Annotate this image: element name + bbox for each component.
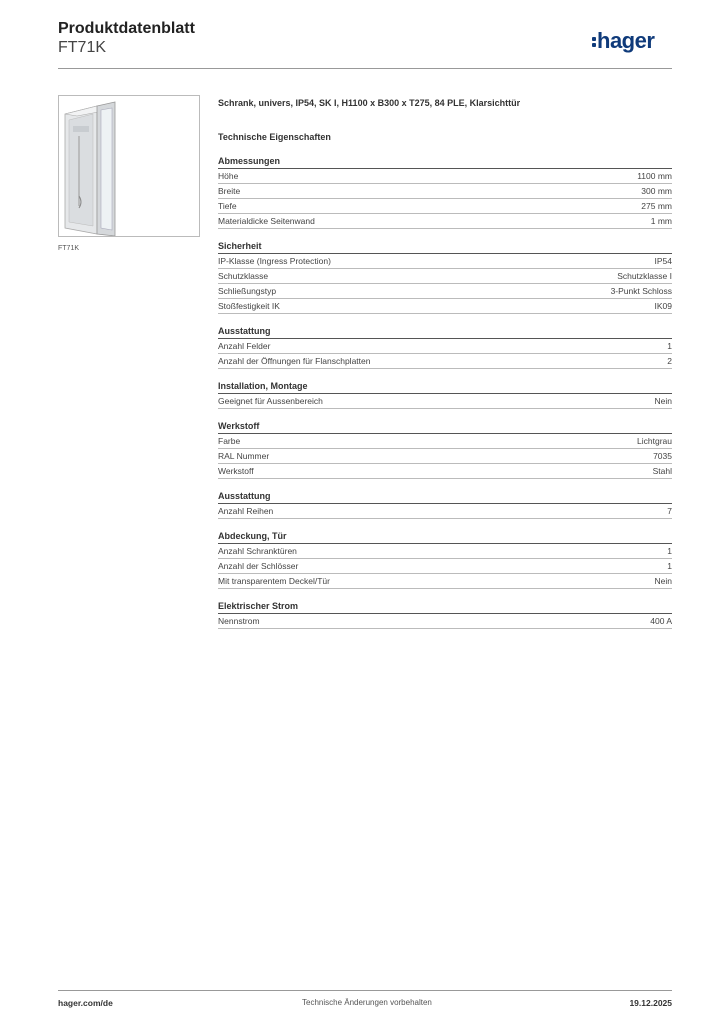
spec-value: Schutzklasse I xyxy=(617,271,672,281)
hager-logo xyxy=(592,28,654,54)
spec-row xyxy=(218,544,672,559)
spec-value: 1100 mm xyxy=(637,171,672,181)
footer-website: hager.com/de xyxy=(58,998,113,1008)
spec-section xyxy=(218,380,672,409)
product-title: Schrank, univers, IP54, SK I, H1100 x B300 x T275, 84 PLE, Klarsichttür xyxy=(218,98,521,108)
spec-row xyxy=(218,214,672,229)
spec-value: 400 A xyxy=(650,616,672,626)
spec-row xyxy=(218,284,672,299)
header-divider xyxy=(58,68,672,69)
logo-text: hager xyxy=(597,28,655,53)
spec-value: 1 xyxy=(667,546,672,556)
spec-label: Stoßfestigkeit IK xyxy=(218,301,280,311)
spec-value: 2 xyxy=(667,356,672,366)
spec-row xyxy=(218,339,672,354)
logo-dots-icon xyxy=(592,35,596,49)
spec-label: Anzahl Schranktüren xyxy=(218,546,297,556)
spec-value: 1 xyxy=(667,561,672,571)
section-heading: Elektrischer Strom xyxy=(218,600,672,614)
document-title: Produktdatenblatt xyxy=(58,20,195,37)
spec-value: 1 mm xyxy=(650,216,672,226)
spec-label: Schließungstyp xyxy=(218,286,277,296)
footer-divider xyxy=(58,990,672,991)
spec-label: Farbe xyxy=(218,436,241,446)
cabinet-illustration xyxy=(59,96,199,236)
spec-label: Werkstoff xyxy=(218,466,254,476)
spec-row xyxy=(218,614,672,629)
section-heading: Abmessungen xyxy=(218,155,672,169)
spec-section xyxy=(218,600,672,629)
spec-section xyxy=(218,490,672,519)
tech-heading: Technische Eigenschaften xyxy=(218,132,331,142)
spec-label: Anzahl der Öffnungen für Flanschplatten xyxy=(218,356,371,366)
spec-row xyxy=(218,559,672,574)
spec-row xyxy=(218,199,672,214)
spec-label: Mit transparentem Deckel/Tür xyxy=(218,576,330,586)
spec-label: Materialdicke Seitenwand xyxy=(218,216,315,226)
spec-value: 7 xyxy=(667,506,672,516)
spec-label: Anzahl Reihen xyxy=(218,506,274,516)
spec-value: Stahl xyxy=(652,466,672,476)
document-subtitle: FT71K xyxy=(58,39,107,56)
image-caption: FT71K xyxy=(58,245,80,252)
spec-panel xyxy=(218,96,672,629)
spec-value: Lichtgrau xyxy=(637,436,672,446)
section-heading: Installation, Montage xyxy=(218,380,672,394)
section-heading: Werkstoff xyxy=(218,420,672,434)
spec-label: Anzahl Felder xyxy=(218,341,271,351)
spec-label: Geeignet für Aussenbereich xyxy=(218,396,323,406)
spec-row xyxy=(218,449,672,464)
section-heading: Abdeckung, Tür xyxy=(218,530,672,544)
spec-value: 7035 xyxy=(653,451,672,461)
spec-value: 3-Punkt Schloss xyxy=(610,286,672,296)
spec-value: 1 xyxy=(667,341,672,351)
product-image xyxy=(58,95,200,237)
spec-label: RAL Nummer xyxy=(218,451,270,461)
spec-label: Tiefe xyxy=(218,201,237,211)
spec-row xyxy=(218,394,672,409)
spec-value: IK09 xyxy=(654,301,672,311)
spec-label: IP-Klasse (Ingress Protection) xyxy=(218,256,331,266)
spec-row xyxy=(218,354,672,369)
spec-row xyxy=(218,269,672,284)
section-heading: Ausstattung xyxy=(218,325,672,339)
spec-label: Nennstrom xyxy=(218,616,260,626)
section-heading: Sicherheit xyxy=(218,240,672,254)
spec-section xyxy=(218,530,672,589)
spec-row xyxy=(218,504,672,519)
spec-row xyxy=(218,254,672,269)
spec-label: Schutzklasse xyxy=(218,271,269,281)
spec-label: Anzahl der Schlösser xyxy=(218,561,299,571)
footer-disclaimer: Technische Änderungen vorbehalten xyxy=(302,998,432,1007)
spec-section xyxy=(218,240,672,314)
spec-row xyxy=(218,464,672,479)
spec-value: 275 mm xyxy=(641,201,672,211)
spec-row xyxy=(218,434,672,449)
spec-row xyxy=(218,169,672,184)
spec-value: 300 mm xyxy=(641,186,672,196)
spec-section xyxy=(218,325,672,369)
spec-row xyxy=(218,184,672,199)
spec-section xyxy=(218,420,672,479)
spec-row xyxy=(218,574,672,589)
footer-date: 19.12.2025 xyxy=(629,998,672,1008)
spec-label: Höhe xyxy=(218,171,239,181)
spec-value: IP54 xyxy=(654,256,672,266)
spec-row xyxy=(218,299,672,314)
section-heading: Ausstattung xyxy=(218,490,672,504)
spec-sections xyxy=(218,155,672,629)
spec-section xyxy=(218,155,672,229)
spec-value: Nein xyxy=(654,396,672,406)
spec-label: Breite xyxy=(218,186,241,196)
spec-value: Nein xyxy=(654,576,672,586)
